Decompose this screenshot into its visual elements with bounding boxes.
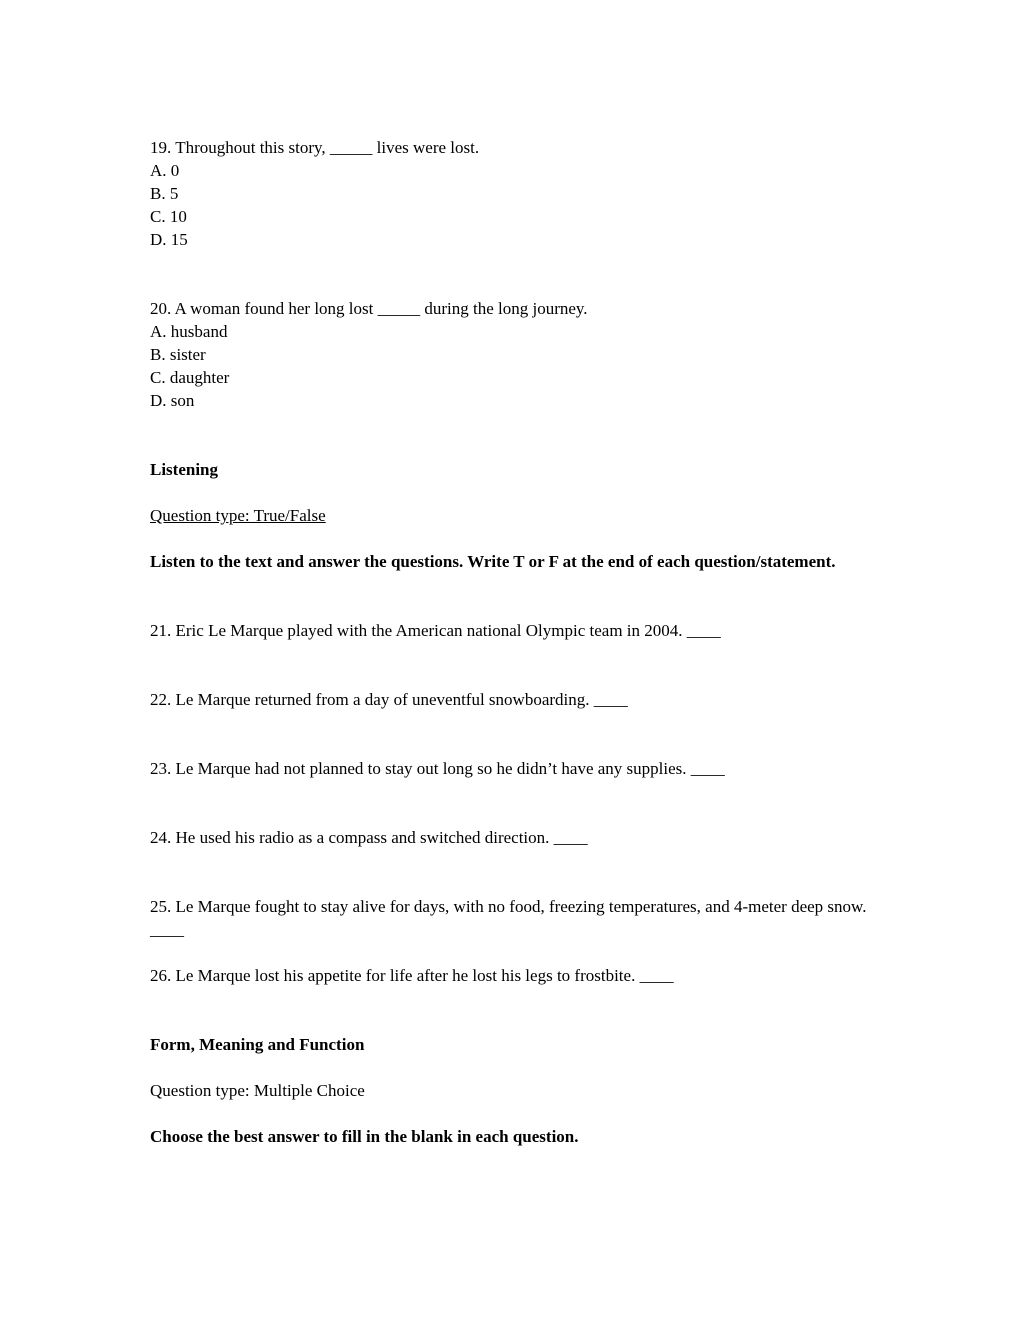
listening-heading: Listening <box>150 460 219 479</box>
question-19-option-a: A. 0 <box>150 161 180 180</box>
question-19-block <box>150 136 870 251</box>
form-meaning-function-instructions: Choose the best answer to fill in the blank in each question. <box>150 1127 579 1146</box>
question-20-option-a: A. husband <box>150 322 228 341</box>
question-20-option-d: D. son <box>150 391 195 410</box>
question-19-option-c: C. 10 <box>150 207 187 226</box>
listening-item-26: 26. Le Marque lost his appetite for life after he lost his legs to frostbite. ____ <box>150 966 674 985</box>
listening-item-23: 23. Le Marque had not planned to stay out long so he didn’t have any supplies. ____ <box>150 759 725 778</box>
question-19-option-b: B. 5 <box>150 184 179 203</box>
question-20-option-b: B. sister <box>150 345 206 364</box>
form-meaning-function-heading: Form, Meaning and Function <box>150 1035 365 1054</box>
listening-question-type <box>150 504 870 527</box>
listening-instructions: Listen to the text and answer the questions. Write T or F at the end of each question/statement. <box>150 552 836 571</box>
listening-item-24: 24. He used his radio as a compass and switched direction. ____ <box>150 828 588 847</box>
listening-item-22: 22. Le Marque returned from a day of uneventful snowboarding. ____ <box>150 690 628 709</box>
question-20-block <box>150 297 870 412</box>
form-meaning-function-question-type: Question type: Multiple Choice <box>150 1081 365 1100</box>
question-20-text: 20. A woman found her long lost _____ during the long journey. <box>150 299 588 318</box>
listening-item-21: 21. Eric Le Marque played with the American national Olympic team in 2004. ____ <box>150 621 721 640</box>
question-20-option-c: C. daughter <box>150 368 230 387</box>
question-19-text: 19. Throughout this story, _____ lives were lost. <box>150 138 480 157</box>
question-19-option-d: D. 15 <box>150 230 188 249</box>
listening-item-25: 25. Le Marque fought to stay alive for days, with no food, freezing temperatures, and 4-meter deep snow. ____ <box>150 897 867 939</box>
listening-question-type-text: Question type: True/False <box>150 506 326 525</box>
